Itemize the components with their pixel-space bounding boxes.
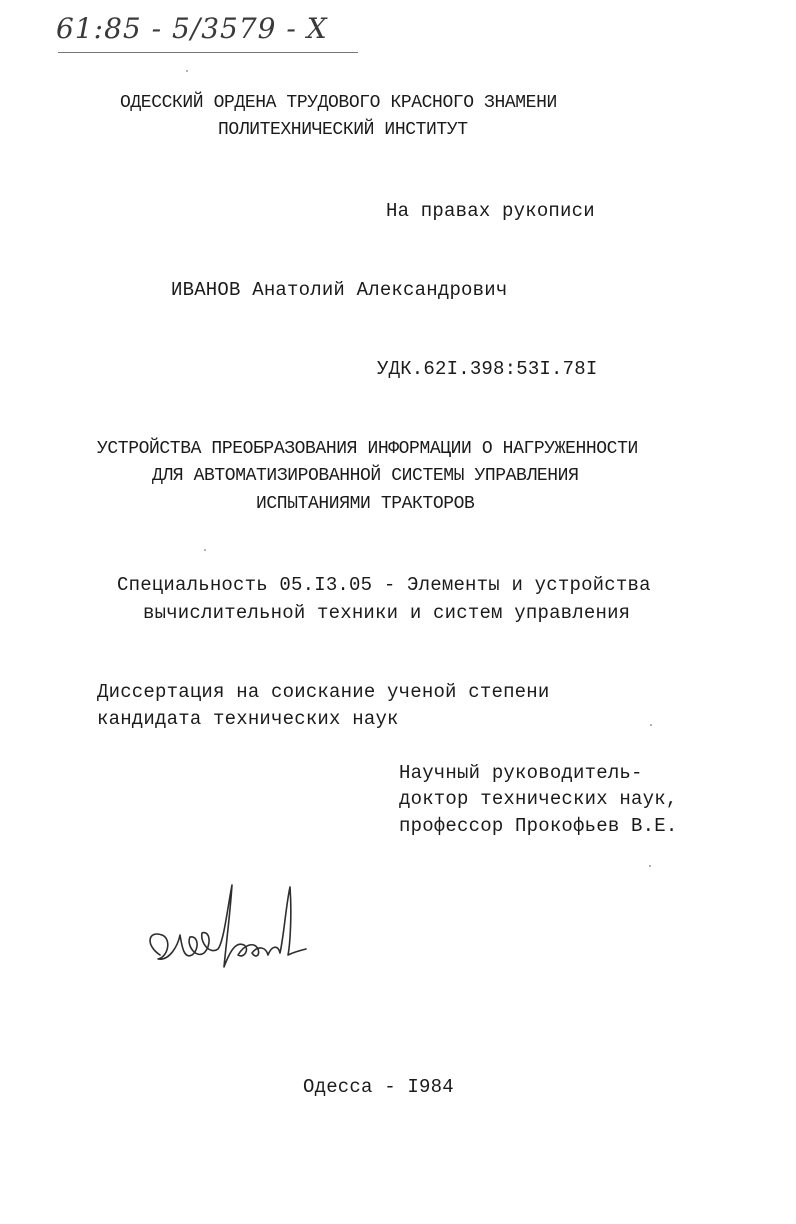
specialty-line-2: вычислительной техники и систем управления xyxy=(143,602,631,624)
udc-code: УДК.62I.398:53I.78I xyxy=(377,358,598,380)
institute-line-1: ОДЕССКИЙ ОРДЕНА ТРУДОВОГО КРАСНОГО ЗНАМЕНИ xyxy=(120,93,557,113)
institute-line-2: ПОЛИТЕХНИЧЕСКИЙ ИНСТИТУТ xyxy=(218,120,468,140)
specialty-line-1: Специальность 05.I3.05 - Элементы и устройства xyxy=(117,574,651,596)
dissertation-line-2: кандидата технических наук xyxy=(97,708,399,730)
scan-speck xyxy=(650,724,652,726)
scan-speck xyxy=(204,549,206,551)
scan-speck xyxy=(186,70,188,72)
manuscript-rights: На правах рукописи xyxy=(386,200,595,222)
archive-mark: 61:85 - 5/3579 - X xyxy=(56,12,328,45)
supervisor-line-1: Научный руководитель- xyxy=(399,762,643,784)
place-year: Одесса - I984 xyxy=(303,1076,454,1098)
title-line-1: УСТРОЙСТВА ПРЕОБРАЗОВАНИЯ ИНФОРМАЦИИ О НАГРУЖЕННОСТИ xyxy=(97,439,638,459)
author-name: ИВАНОВ Анатолий Александрович xyxy=(171,279,508,301)
scan-speck xyxy=(649,865,651,867)
supervisor-line-3: профессор Прокофьев В.Е. xyxy=(399,815,678,837)
archive-mark-underline xyxy=(58,52,358,53)
supervisor-line-2: доктор технических наук, xyxy=(399,788,678,810)
title-line-3: ИСПЫТАНИЯМИ ТРАКТОРОВ xyxy=(256,494,475,514)
dissertation-line-1: Диссертация на соискание ученой степени xyxy=(97,681,550,703)
title-line-2: ДЛЯ АВТОМАТИЗИРОВАННОЙ СИСТЕМЫ УПРАВЛЕНИЯ xyxy=(152,466,579,486)
author-signature xyxy=(140,875,310,985)
